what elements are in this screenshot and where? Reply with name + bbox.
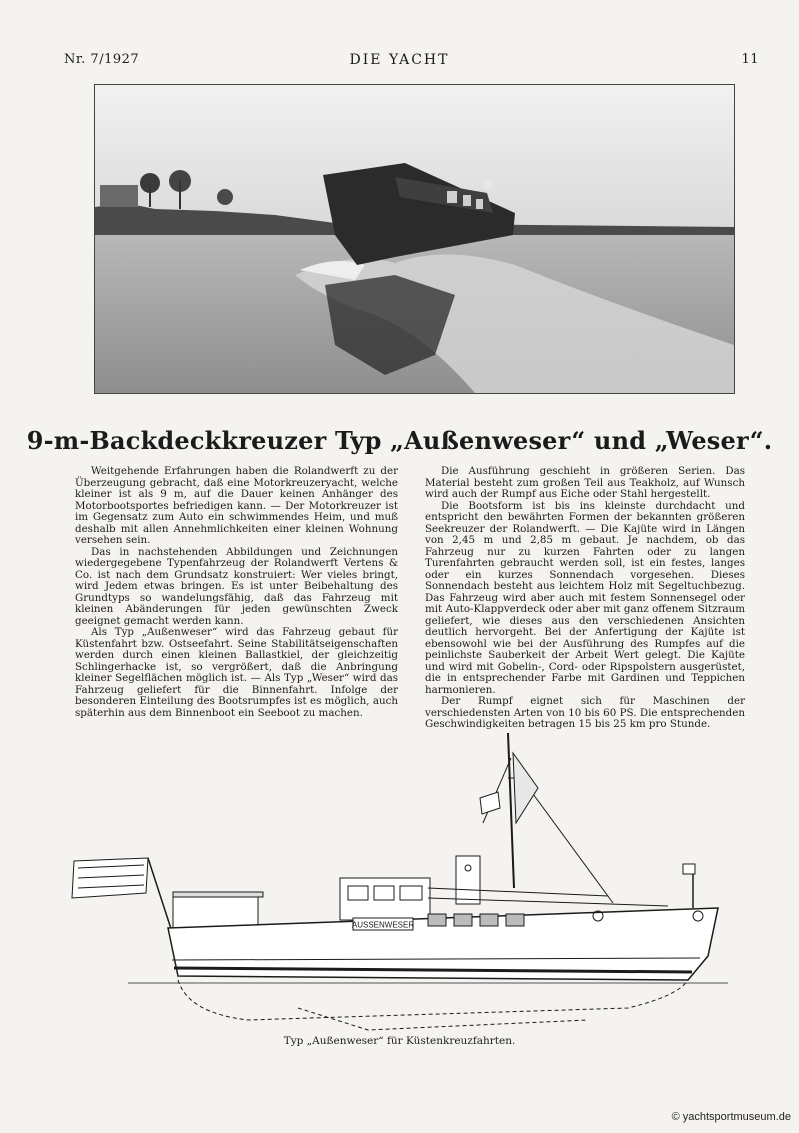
boat-side-view-drawing (68, 728, 728, 1048)
figure-caption: Typ „Außenweser“ für Küstenkreuzfahrten. (283, 1035, 516, 1047)
magazine-title: DIE YACHT (349, 52, 450, 68)
right-text-column (425, 466, 745, 731)
left-text-column (75, 466, 398, 719)
article-title: 9-m-Backdeckkreuzer Typ „Außenweser“ und „Weser“. (26, 426, 773, 455)
paragraph: Das in nachstehenden Abbildungen und Zeichnungen wiedergegebene Typenfahrzeug der Rolandwerft Vertens & Co. ist nach dem Grundsatz konstruiert: Wer vieles bringt, wird Jedem etwas bringen. Es ist unter Beibehaltung des Grundtyps so wandelungsfähig, daß das Fahrzeug mit kleinen Abänderungen für jeden gewünschten Zweck geeignet gemacht werden kann. (75, 545, 398, 627)
paragraph: Die Bootsform ist bis ins kleinste durchdacht und entspricht den bewährten Formen der bekannten größeren Seekreuzer der Rolandwerft. — Die Kajüte wird in Längen von 2,45 m und 2,85 m gebaut. Je nachdem, ob das Fahrzeug nur zu kurzen Fahrten oder zu langen Turenfahrten gebraucht werden soll, ist ein festes, langes oder ein kurzes Sonnendach vorgesehen. Dieses Sonnendach besteht aus leichtem Holz mit Segeltuchbezug. Das Fahrzeug wird aber auch mit festem Sonnensegel oder mit Auto-Klappverdeck oder aber mit ganz offenem Sitzraum geliefert, wie dieses aus den verschiedenen Ansichten deutlich hervorgeht. Bei der Anfertigung der Kajüte ist ebensowohl wie bei der Ausführung des Rumpfes auf die peinlichste Sauberkeit der Arbeit Wert gelegt. Die Kajüte und wird mit Gobelin-, Cord- oder Ripspolstern ausgerüstet, die in entsprechender Farbe mit Gardinen und Teppichen harmonieren. (425, 499, 745, 696)
paragraph: Als Typ „Außenweser“ wird das Fahrzeug gebaut für Küstenfahrt bzw. Ostseefahrt. Seine Stabilitätseigenschaften werden durch einen kleinen Ballastkiel, der gleichzeitig Schlingerhacke ist, so vergrößert, daß die Anbringung kleiner Segelflächen möglich ist. — Als Typ „Weser“ wird das Fahrzeug geliefert für die Binnenfahrt. Infolge der besonderen Einteilung des Bootsrumpfes ist es möglich, auch späterhin aus dem Binnenboot ein Seeboot zu machen. (75, 626, 398, 719)
paragraph: Weitgehende Erfahrungen haben die Rolandwerft zu der Überzeugung gebracht, daß eine Motorkreuzeryacht, welche kleiner ist als 9 m, auf die Dauer keinen Anhänger des Motorbootsportes befriedigen kann. — Der Motorkreuzer ist im Gegensatz zum Auto ein schwimmendes Heim, und muß deshalb mit allen Annehmlichkeiten einer kleinen Wohnung versehen sein. (75, 465, 398, 546)
copyright-watermark: © yachtsportmuseum.de (671, 1111, 791, 1123)
page-number: 11 (741, 52, 759, 67)
issue-number: Nr. 7/1927 (64, 52, 140, 67)
paragraph: Der Rumpf eignet sich für Maschinen der verschiedensten Arten von 10 bis 60 PS. Die entsprechenden Geschwindigkeiten betragen 15 bis 25 km pro Stunde. (425, 695, 745, 730)
hull-name-label: AUSSENWESER (351, 920, 415, 930)
motor-cruiser-photo (94, 84, 735, 394)
paragraph: Die Ausführung geschieht in größeren Serien. Das Material besteht zum großen Teil aus Teakholz, auf Wunsch wird auch der Rumpf aus Eiche oder Stahl hergestellt. (425, 465, 745, 500)
